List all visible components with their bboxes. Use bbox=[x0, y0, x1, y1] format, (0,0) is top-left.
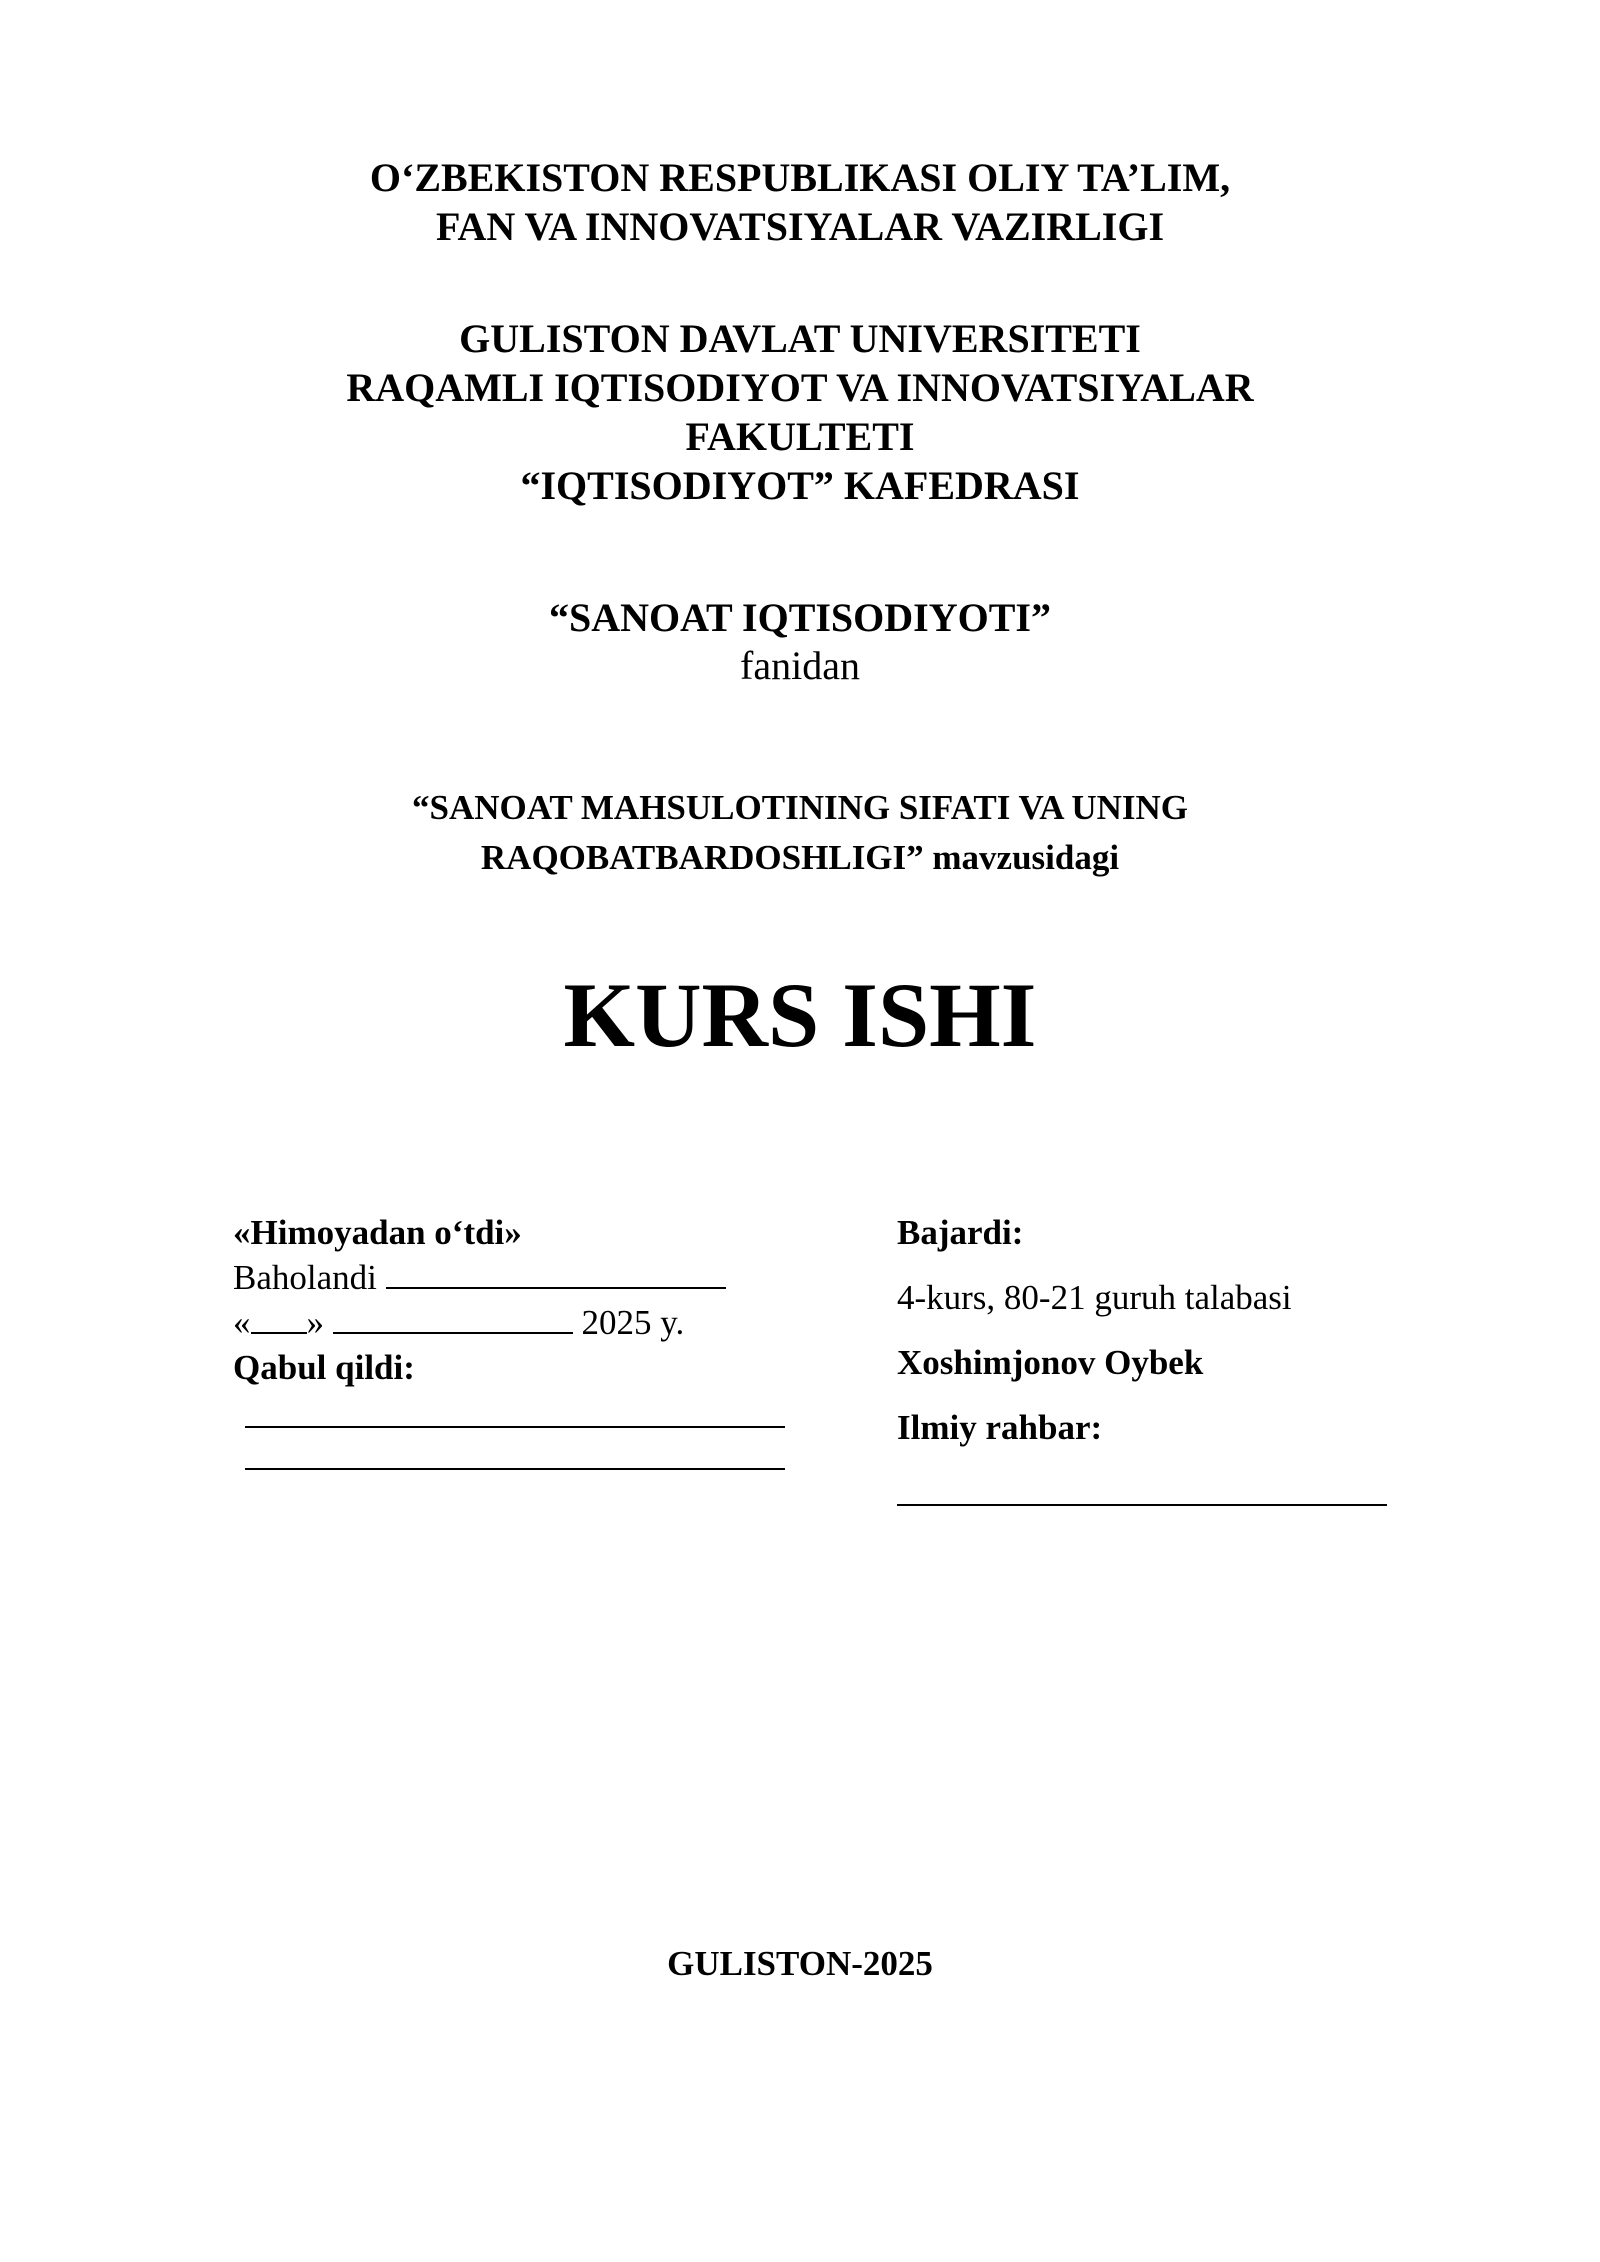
date-open-quote: « bbox=[233, 1303, 251, 1342]
defended-label: «Himoyadan o‘tdi» bbox=[233, 1213, 522, 1252]
grade-blank-line bbox=[386, 1257, 726, 1289]
ministry-header bbox=[0, 153, 1600, 251]
footer-city-year: GULISTON-2025 bbox=[667, 1944, 933, 1983]
accepted-label: Qabul qildi: bbox=[233, 1348, 415, 1387]
university-header bbox=[0, 314, 1600, 510]
year-label: 2025 y. bbox=[581, 1303, 685, 1342]
group-label: 4-kurs, 80-21 guruh talabasi bbox=[897, 1278, 1292, 1317]
supervisor-line-row bbox=[897, 1460, 1417, 1520]
supervisor-blank-line bbox=[897, 1474, 1387, 1506]
accepted-blank-line-2 bbox=[245, 1438, 785, 1470]
university-line-2: RAQAMLI IQTISODIYOT VA INNOVATSIYALAR bbox=[346, 365, 1254, 410]
accepted-blank-line-1 bbox=[245, 1396, 785, 1428]
accepted-line-2-row bbox=[233, 1438, 833, 1486]
university-line-1: GULISTON DAVLAT UNIVERSITETI bbox=[459, 316, 1141, 361]
university-line-4: “IQTISODIYOT” KAFEDRASI bbox=[520, 463, 1080, 508]
subject-title: “SANOAT IQTISODIYOTI” bbox=[549, 595, 1051, 640]
topic-block bbox=[0, 783, 1600, 883]
subject-block bbox=[0, 594, 1600, 690]
graded-row bbox=[233, 1255, 833, 1300]
day-blank-line bbox=[251, 1302, 307, 1334]
performed-label: Bajardi: bbox=[897, 1213, 1024, 1252]
date-row bbox=[233, 1300, 833, 1345]
author-block bbox=[897, 1200, 1417, 1520]
university-line-3: FAKULTETI bbox=[685, 414, 915, 459]
defense-block bbox=[233, 1210, 833, 1486]
work-title: KURS ISHI bbox=[563, 964, 1037, 1066]
date-close-quote: » bbox=[306, 1303, 324, 1342]
ministry-line-1: O‘ZBEKISTON RESPUBLIKASI OLIY TA’LIM, bbox=[369, 155, 1231, 200]
accepted-line-1-row bbox=[233, 1390, 833, 1438]
topic-line-1: “SANOAT MAHSULOTINING SIFATI VA UNING bbox=[412, 788, 1188, 827]
supervisor-label: Ilmiy rahbar: bbox=[897, 1408, 1103, 1447]
subject-suffix: fanidan bbox=[740, 643, 860, 688]
graded-label: Baholandi bbox=[233, 1258, 377, 1297]
topic-line-2: RAQOBATBARDOSHLIGI” mavzusidagi bbox=[480, 838, 1120, 877]
ministry-line-2: FAN VA INNOVATSIYALAR VAZIRLIGI bbox=[435, 204, 1165, 249]
month-blank-line bbox=[333, 1302, 573, 1334]
student-name: Xoshimjonov Oybek bbox=[897, 1343, 1204, 1382]
